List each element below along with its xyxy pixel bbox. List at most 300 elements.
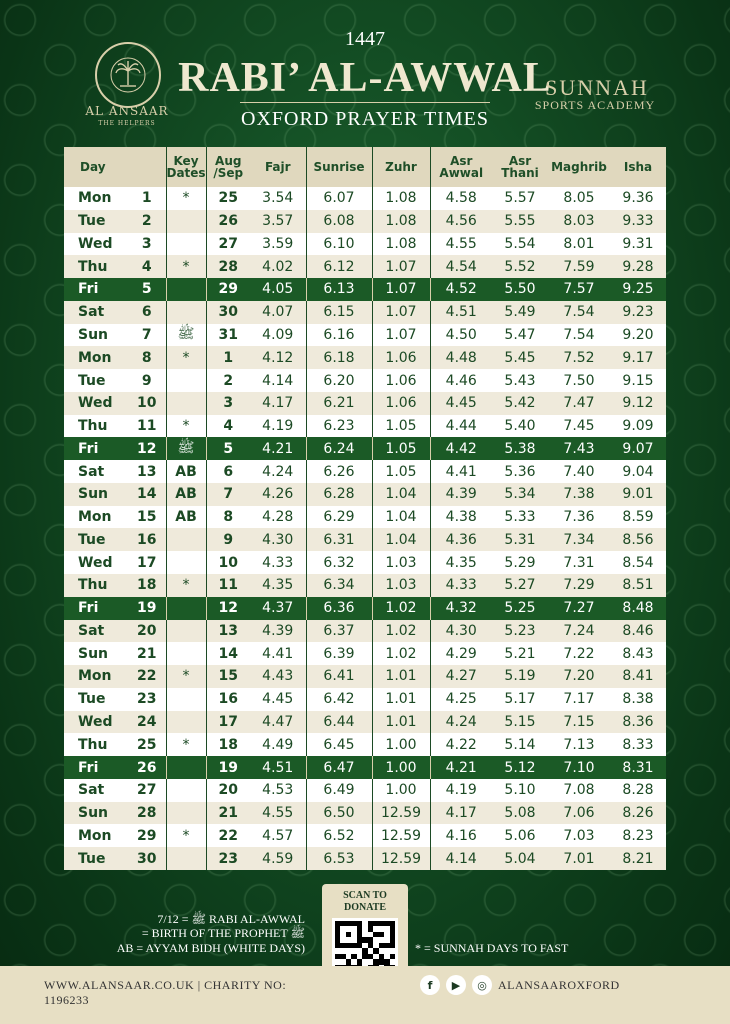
cell-zuhr: 1.07 (372, 278, 430, 301)
cell-key-date: * (166, 346, 206, 369)
cell-day: Thu (64, 255, 128, 278)
cell-isha: 9.23 (610, 301, 666, 324)
table-row (64, 847, 666, 870)
header-asr-thani: Asr Thani (492, 147, 548, 187)
cell-isha: 8.21 (610, 847, 666, 870)
cell-isha: 8.48 (610, 597, 666, 620)
cell-sunrise: 6.45 (306, 733, 372, 756)
cell-day: Mon (64, 346, 128, 369)
cell-hijri-date: 2 (128, 210, 166, 233)
cell-sunrise: 6.36 (306, 597, 372, 620)
cell-hijri-date: 25 (128, 733, 166, 756)
cell-key-date (166, 551, 206, 574)
cell-asr-awwal: 4.14 (430, 847, 492, 870)
cell-maghrib: 7.20 (548, 665, 610, 688)
cell-key-date: * (166, 187, 206, 210)
cell-fajr: 4.43 (250, 665, 306, 688)
cell-maghrib: 7.22 (548, 642, 610, 665)
cell-day: Wed (64, 233, 128, 256)
cell-sunrise: 6.34 (306, 574, 372, 597)
table-row (64, 597, 666, 620)
cell-zuhr: 1.01 (372, 665, 430, 688)
cell-asr-thani: 5.15 (492, 711, 548, 734)
cell-isha: 9.28 (610, 255, 666, 278)
cell-asr-thani: 5.10 (492, 779, 548, 802)
cell-isha: 9.07 (610, 437, 666, 460)
cell-hijri-date: 13 (128, 460, 166, 483)
cell-maghrib: 7.27 (548, 597, 610, 620)
table-row (64, 551, 666, 574)
cell-fajr: 4.55 (250, 802, 306, 825)
title-divider (240, 102, 490, 103)
cell-zuhr: 1.06 (372, 346, 430, 369)
table-row (64, 779, 666, 802)
cell-hijri-date: 1 (128, 187, 166, 210)
cell-maghrib: 7.57 (548, 278, 610, 301)
cell-greg-date: 30 (206, 301, 250, 324)
legend-prophet-line1: ﷺ = 7/12 RABI AL-AWWAL (157, 912, 305, 926)
cell-fajr: 4.28 (250, 506, 306, 529)
cell-asr-awwal: 4.45 (430, 392, 492, 415)
cell-fajr: 4.39 (250, 620, 306, 643)
cell-greg-date: 11 (206, 574, 250, 597)
cell-zuhr: 1.02 (372, 597, 430, 620)
cell-key-date: * (166, 665, 206, 688)
cell-asr-awwal: 4.41 (430, 460, 492, 483)
cell-sunrise: 6.15 (306, 301, 372, 324)
cell-day: Thu (64, 415, 128, 438)
cell-day: Fri (64, 437, 128, 460)
cell-asr-thani: 5.42 (492, 392, 548, 415)
cell-hijri-date: 12 (128, 437, 166, 460)
cell-day: Wed (64, 392, 128, 415)
month-title: RABI’ AL-AWWAL (178, 55, 552, 101)
cell-zuhr: 1.06 (372, 392, 430, 415)
cell-asr-thani: 5.43 (492, 369, 548, 392)
cell-sunrise: 6.31 (306, 528, 372, 551)
facebook-icon[interactable]: f (420, 975, 440, 995)
cell-hijri-date: 29 (128, 824, 166, 847)
prayer-timetable (64, 147, 667, 870)
cell-zuhr: 1.07 (372, 324, 430, 347)
table-row (64, 437, 666, 460)
cell-sunrise: 6.10 (306, 233, 372, 256)
cell-asr-thani: 5.47 (492, 324, 548, 347)
legend-prophet-birth (45, 912, 305, 940)
cell-maghrib: 7.50 (548, 369, 610, 392)
cell-day: Fri (64, 756, 128, 779)
cell-isha: 9.36 (610, 187, 666, 210)
legend-fast-days: * = SUNNAH DAYS TO FAST (415, 941, 569, 955)
cell-hijri-date: 30 (128, 847, 166, 870)
cell-day: Mon (64, 665, 128, 688)
table-row (64, 324, 666, 347)
cell-hijri-date: 5 (128, 278, 166, 301)
table-row (64, 346, 666, 369)
cell-maghrib: 7.34 (548, 528, 610, 551)
cell-asr-thani: 5.06 (492, 824, 548, 847)
cell-isha: 9.31 (610, 233, 666, 256)
cell-asr-thani: 5.08 (492, 802, 548, 825)
cell-asr-thani: 5.52 (492, 255, 548, 278)
cell-hijri-date: 8 (128, 346, 166, 369)
cell-hijri-date: 10 (128, 392, 166, 415)
table-row (64, 506, 666, 529)
cell-zuhr: 1.03 (372, 551, 430, 574)
cell-sunrise: 6.24 (306, 437, 372, 460)
cell-isha: 9.15 (610, 369, 666, 392)
table-header-row (64, 147, 666, 187)
cell-asr-thani: 5.23 (492, 620, 548, 643)
table-row (64, 802, 666, 825)
cell-isha: 8.26 (610, 802, 666, 825)
cell-fajr: 4.19 (250, 415, 306, 438)
cell-greg-date: 14 (206, 642, 250, 665)
cell-hijri-date: 26 (128, 756, 166, 779)
cell-day: Mon (64, 506, 128, 529)
cell-sunrise: 6.44 (306, 711, 372, 734)
cell-asr-awwal: 4.39 (430, 483, 492, 506)
cell-greg-date: 20 (206, 779, 250, 802)
cell-hijri-date: 28 (128, 802, 166, 825)
cell-isha: 8.33 (610, 733, 666, 756)
cell-maghrib: 8.03 (548, 210, 610, 233)
cell-asr-thani: 5.31 (492, 528, 548, 551)
cell-zuhr: 1.08 (372, 187, 430, 210)
cell-hijri-date: 20 (128, 620, 166, 643)
cell-zuhr: 1.04 (372, 528, 430, 551)
cell-fajr: 4.51 (250, 756, 306, 779)
cell-greg-date: 1 (206, 346, 250, 369)
cell-day: Mon (64, 824, 128, 847)
cell-key-date: * (166, 733, 206, 756)
cell-greg-date: 15 (206, 665, 250, 688)
cell-maghrib: 8.01 (548, 233, 610, 256)
cell-asr-awwal: 4.52 (430, 278, 492, 301)
social-handle[interactable]: ALANSAAROXFORD (498, 978, 620, 992)
cell-hijri-date: 14 (128, 483, 166, 506)
cell-sunrise: 6.39 (306, 642, 372, 665)
cell-key-date (166, 233, 206, 256)
city-title: OXFORD PRAYER TIMES (241, 108, 489, 130)
cell-maghrib: 7.29 (548, 574, 610, 597)
cell-fajr: 4.21 (250, 437, 306, 460)
hijri-year: 1447 (345, 28, 385, 50)
cell-asr-awwal: 4.36 (430, 528, 492, 551)
cell-sunrise: 6.08 (306, 210, 372, 233)
cell-isha: 8.43 (610, 642, 666, 665)
cell-key-date (166, 369, 206, 392)
cell-greg-date: 8 (206, 506, 250, 529)
cell-day: Sat (64, 460, 128, 483)
cell-sunrise: 6.20 (306, 369, 372, 392)
cell-maghrib: 7.06 (548, 802, 610, 825)
cell-isha: 9.04 (610, 460, 666, 483)
cell-sunrise: 6.42 (306, 688, 372, 711)
cell-greg-date: 27 (206, 233, 250, 256)
cell-asr-thani: 5.17 (492, 688, 548, 711)
cell-fajr: 4.24 (250, 460, 306, 483)
cell-fajr: 4.41 (250, 642, 306, 665)
table-row (64, 483, 666, 506)
cell-day: Fri (64, 278, 128, 301)
cell-isha: 8.28 (610, 779, 666, 802)
cell-isha: 9.12 (610, 392, 666, 415)
cell-zuhr: 1.01 (372, 711, 430, 734)
cell-fajr: 4.35 (250, 574, 306, 597)
cell-sunrise: 6.41 (306, 665, 372, 688)
cell-hijri-date: 15 (128, 506, 166, 529)
brand-subtitle: THE HELPERS (98, 120, 156, 127)
table-row (64, 665, 666, 688)
cell-zuhr: 1.08 (372, 210, 430, 233)
cell-asr-thani: 5.25 (492, 597, 548, 620)
cell-sunrise: 6.07 (306, 187, 372, 210)
cell-asr-awwal: 4.38 (430, 506, 492, 529)
brand-name: AL ANSAAR (85, 104, 169, 118)
cell-sunrise: 6.28 (306, 483, 372, 506)
cell-zuhr: 12.59 (372, 847, 430, 870)
cell-maghrib: 7.52 (548, 346, 610, 369)
cell-isha: 8.41 (610, 665, 666, 688)
cell-zuhr: 1.07 (372, 301, 430, 324)
cell-isha: 8.59 (610, 506, 666, 529)
cell-isha: 9.33 (610, 210, 666, 233)
cell-asr-awwal: 4.44 (430, 415, 492, 438)
table-row (64, 688, 666, 711)
cell-asr-awwal: 4.17 (430, 802, 492, 825)
cell-greg-date: 12 (206, 597, 250, 620)
header-sunrise: Sunrise (306, 147, 372, 187)
cell-isha: 8.51 (610, 574, 666, 597)
cell-hijri-date: 11 (128, 415, 166, 438)
table-row (64, 756, 666, 779)
cell-greg-date: 29 (206, 278, 250, 301)
cell-sunrise: 6.47 (306, 756, 372, 779)
cell-key-date (166, 756, 206, 779)
cell-greg-date: 16 (206, 688, 250, 711)
cell-asr-thani: 5.12 (492, 756, 548, 779)
table-row (64, 278, 666, 301)
cell-asr-awwal: 4.51 (430, 301, 492, 324)
table-row (64, 711, 666, 734)
scan-label-line1: SCAN TO (343, 890, 387, 901)
header (0, 0, 730, 145)
cell-asr-awwal: 4.24 (430, 711, 492, 734)
cell-asr-awwal: 4.29 (430, 642, 492, 665)
cell-zuhr: 1.01 (372, 688, 430, 711)
cell-key-date (166, 642, 206, 665)
cell-fajr: 4.45 (250, 688, 306, 711)
legend-prophet-line2: = BIRTH OF THE PROPHET ﷺ (141, 926, 305, 940)
cell-sunrise: 6.21 (306, 392, 372, 415)
cell-key-date (166, 688, 206, 711)
cell-key-date: * (166, 255, 206, 278)
cell-greg-date: 22 (206, 824, 250, 847)
cell-hijri-date: 22 (128, 665, 166, 688)
cell-asr-awwal: 4.16 (430, 824, 492, 847)
cell-zuhr: 1.02 (372, 642, 430, 665)
cell-key-date: ﷺ (166, 324, 206, 347)
cell-asr-awwal: 4.33 (430, 574, 492, 597)
cell-asr-thani: 5.34 (492, 483, 548, 506)
cell-hijri-date: 24 (128, 711, 166, 734)
cell-asr-awwal: 4.58 (430, 187, 492, 210)
cell-day: Thu (64, 574, 128, 597)
cell-maghrib: 7.13 (548, 733, 610, 756)
cell-maghrib: 7.08 (548, 779, 610, 802)
academy-name: SUNNAH (545, 75, 649, 100)
cell-zuhr: 1.05 (372, 437, 430, 460)
cell-key-date: AB (166, 483, 206, 506)
youtube-icon[interactable]: ▶ (446, 975, 466, 995)
table-row (64, 620, 666, 643)
cell-maghrib: 7.17 (548, 688, 610, 711)
cell-hijri-date: 27 (128, 779, 166, 802)
cell-maghrib: 7.47 (548, 392, 610, 415)
cell-asr-awwal: 4.55 (430, 233, 492, 256)
cell-day: Sat (64, 301, 128, 324)
cell-hijri-date: 6 (128, 301, 166, 324)
cell-fajr: 4.37 (250, 597, 306, 620)
cell-fajr: 4.30 (250, 528, 306, 551)
cell-maghrib: 7.54 (548, 324, 610, 347)
cell-hijri-date: 16 (128, 528, 166, 551)
cell-asr-awwal: 4.21 (430, 756, 492, 779)
cell-greg-date: 28 (206, 255, 250, 278)
cell-sunrise: 6.23 (306, 415, 372, 438)
cell-key-date (166, 779, 206, 802)
cell-isha: 9.17 (610, 346, 666, 369)
table-row (64, 233, 666, 256)
header-asr-awwal: Asr Awwal (430, 147, 492, 187)
cell-isha: 8.31 (610, 756, 666, 779)
cell-maghrib: 7.36 (548, 506, 610, 529)
table-row (64, 301, 666, 324)
legend-ab: AB = AYYAM BIDH (WHITE DAYS) (116, 941, 305, 955)
table-row (64, 460, 666, 483)
cell-key-date: * (166, 415, 206, 438)
cell-day: Sun (64, 324, 128, 347)
cell-day: Tue (64, 847, 128, 870)
cell-sunrise: 6.29 (306, 506, 372, 529)
instagram-icon[interactable]: ◎ (472, 975, 492, 995)
table-row (64, 642, 666, 665)
cell-greg-date: 26 (206, 210, 250, 233)
table-row (64, 392, 666, 415)
cell-sunrise: 6.16 (306, 324, 372, 347)
cell-sunrise: 6.18 (306, 346, 372, 369)
cell-maghrib: 7.15 (548, 711, 610, 734)
cell-sunrise: 6.49 (306, 779, 372, 802)
cell-asr-thani: 5.38 (492, 437, 548, 460)
cell-hijri-date: 17 (128, 551, 166, 574)
academy-subtitle: SPORTS ACADEMY (534, 98, 656, 112)
cell-asr-thani: 5.45 (492, 346, 548, 369)
cell-day: Sun (64, 642, 128, 665)
cell-asr-thani: 5.55 (492, 210, 548, 233)
cell-asr-thani: 5.54 (492, 233, 548, 256)
cell-asr-awwal: 4.19 (430, 779, 492, 802)
cell-fajr: 4.07 (250, 301, 306, 324)
cell-maghrib: 7.54 (548, 301, 610, 324)
cell-asr-awwal: 4.32 (430, 597, 492, 620)
cell-fajr: 4.05 (250, 278, 306, 301)
cell-asr-thani: 5.33 (492, 506, 548, 529)
cell-asr-thani: 5.19 (492, 665, 548, 688)
cell-key-date: AB (166, 460, 206, 483)
cell-day: Sun (64, 802, 128, 825)
cell-maghrib: 7.01 (548, 847, 610, 870)
cell-key-date (166, 802, 206, 825)
cell-isha: 8.36 (610, 711, 666, 734)
cell-asr-awwal: 4.22 (430, 733, 492, 756)
header-date (128, 147, 166, 187)
cell-isha: 9.09 (610, 415, 666, 438)
cell-asr-thani: 5.49 (492, 301, 548, 324)
cell-isha: 9.20 (610, 324, 666, 347)
cell-hijri-date: 3 (128, 233, 166, 256)
cell-fajr: 4.09 (250, 324, 306, 347)
cell-isha: 8.46 (610, 620, 666, 643)
cell-zuhr: 1.05 (372, 415, 430, 438)
cell-hijri-date: 23 (128, 688, 166, 711)
cell-fajr: 4.57 (250, 824, 306, 847)
cell-day: Tue (64, 210, 128, 233)
cell-greg-date: 21 (206, 802, 250, 825)
cell-sunrise: 6.53 (306, 847, 372, 870)
header-key-dates: Key Dates (166, 147, 206, 187)
cell-zuhr: 12.59 (372, 802, 430, 825)
table-row (64, 210, 666, 233)
cell-hijri-date: 7 (128, 324, 166, 347)
cell-fajr: 4.47 (250, 711, 306, 734)
cell-asr-thani: 5.04 (492, 847, 548, 870)
cell-sunrise: 6.50 (306, 802, 372, 825)
cell-isha: 9.25 (610, 278, 666, 301)
cell-day: Fri (64, 597, 128, 620)
cell-isha: 8.23 (610, 824, 666, 847)
cell-key-date (166, 278, 206, 301)
cell-maghrib: 7.40 (548, 460, 610, 483)
cell-greg-date: 9 (206, 528, 250, 551)
cell-greg-date: 31 (206, 324, 250, 347)
cell-maghrib: 8.05 (548, 187, 610, 210)
cell-fajr: 4.12 (250, 346, 306, 369)
cell-asr-awwal: 4.35 (430, 551, 492, 574)
cell-maghrib: 7.38 (548, 483, 610, 506)
cell-fajr: 3.54 (250, 187, 306, 210)
table-row (64, 824, 666, 847)
table-row (64, 187, 666, 210)
cell-key-date (166, 711, 206, 734)
cell-day: Sat (64, 779, 128, 802)
cell-zuhr: 12.59 (372, 824, 430, 847)
cell-greg-date: 5 (206, 437, 250, 460)
cell-key-date (166, 620, 206, 643)
cell-key-date: ﷺ (166, 437, 206, 460)
cell-maghrib: 7.31 (548, 551, 610, 574)
website-charity-text[interactable]: WWW.ALANSAAR.CO.UK | CHARITY NO: 1196233 (44, 978, 287, 1007)
cell-asr-awwal: 4.50 (430, 324, 492, 347)
cell-maghrib: 7.43 (548, 437, 610, 460)
table-row (64, 415, 666, 438)
cell-asr-thani: 5.40 (492, 415, 548, 438)
cell-greg-date: 6 (206, 460, 250, 483)
cell-sunrise: 6.37 (306, 620, 372, 643)
cell-key-date: AB (166, 506, 206, 529)
cell-isha: 8.56 (610, 528, 666, 551)
